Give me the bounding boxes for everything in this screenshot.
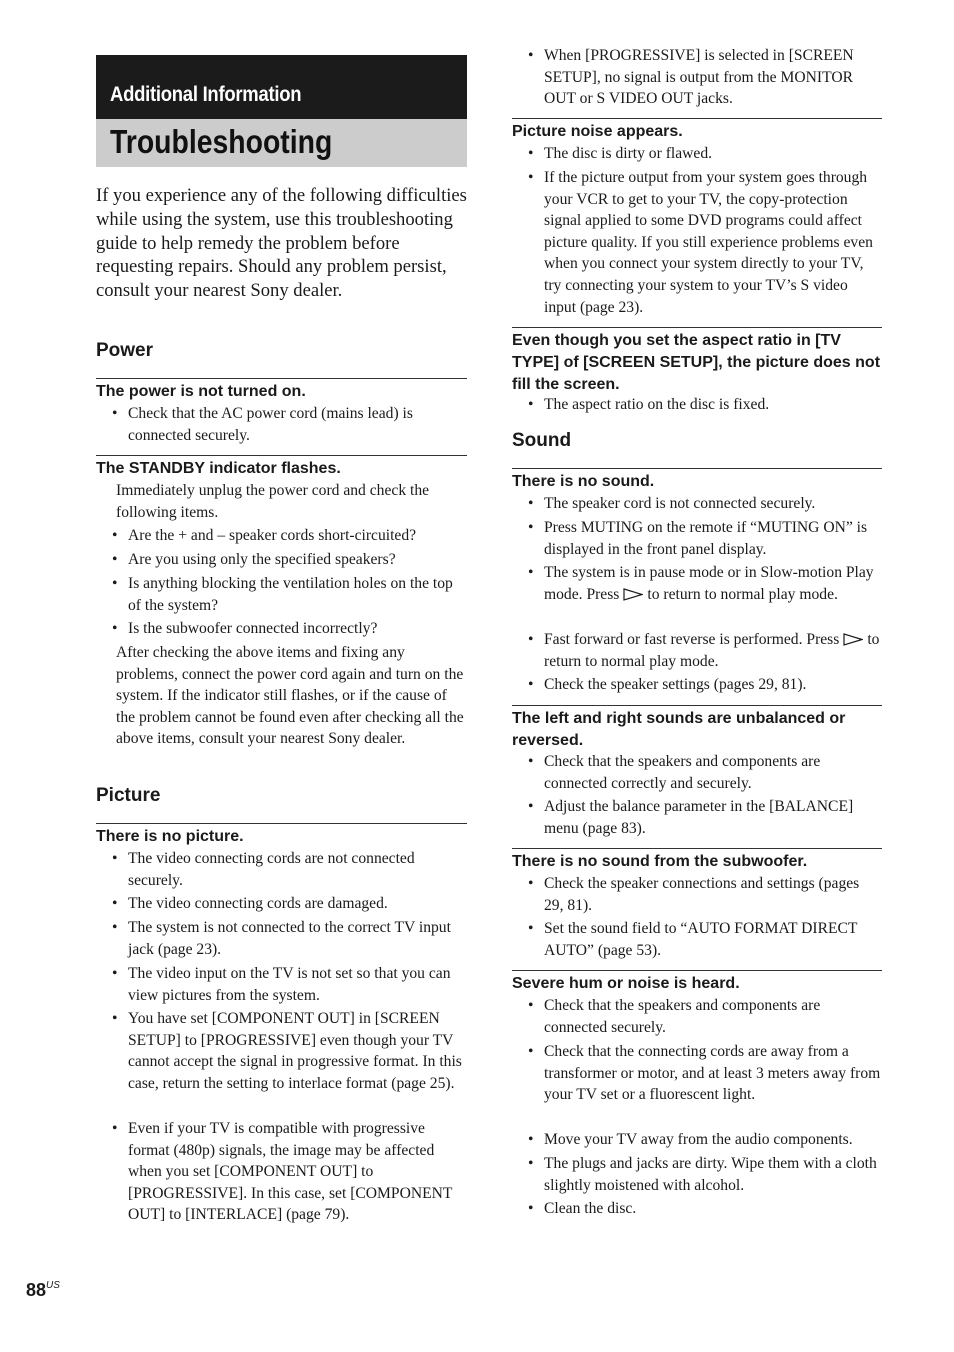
play-icon	[623, 588, 643, 601]
list-item: • Check that the speakers and components are connected securely.	[528, 997, 821, 1036]
list-item: • If the picture output from your system goes through your VCR to get to your TV, the copy-protection signal applied to some DVD programs could affect picture quality. If you still experience problems even when you connect your system directly to your TV, try connecting your system to your TV’s S video input (page 23).	[528, 169, 873, 316]
list-item: • Check that the AC power cord (mains lead) is connected securely.	[112, 405, 413, 444]
list-item: • Fast forward or fast reverse is performed. Press to return to normal play mode.	[528, 631, 880, 670]
list-item: • The video connecting cords are damaged.	[112, 895, 388, 912]
ff-text-b: to return to normal play mode.	[544, 631, 880, 670]
list-item: • Set the sound field to “AUTO FORMAT DIRECT AUTO” (page 53).	[528, 920, 858, 959]
power-q2-post: After checking the above items and fixing any problems, connect the power cord again and turn on the system. If the indicator still flashes, or if the cause of the problem cannot be found even after checking all the above items, consult your nearest Sony dealer.	[116, 644, 464, 748]
play-icon	[843, 633, 863, 646]
list-item: • Are the + and – speaker cords short-circuited?	[112, 527, 417, 544]
sound-q3: There is no sound from the subwoofer.	[512, 848, 882, 873]
list-item: • Even if your TV is compatible with progressive format (480p) signals, the image may be affected when you set [COMPONENT OUT] to [PROGRESSIVE]. In this case, set [COMPONENT OUT] to [INTERLACE] (page 79).	[112, 1120, 453, 1224]
list-item: • Is anything blocking the ventilation holes on the top of the system?	[112, 575, 453, 614]
category-label: Additional Information	[110, 83, 302, 106]
list-item: • The plugs and jacks are dirty. Wipe them with a cloth slightly moistened with alcohol.	[528, 1155, 877, 1194]
power-q2-pre: Immediately unplug the power cord and check the following items.	[116, 482, 430, 521]
list-item: • When [PROGRESSIVE] is selected in [SCREEN SETUP], no signal is output from the MONITOR OUT or S VIDEO OUT jacks.	[528, 47, 854, 108]
picture-heading: Picture	[96, 785, 161, 806]
category-banner	[96, 55, 467, 119]
title-banner	[96, 119, 467, 167]
list-item: • Check the speaker connections and settings (pages 29, 81).	[528, 875, 860, 914]
list-item: • The video input on the TV is not set so that you can view pictures from the system.	[112, 965, 451, 1004]
power-heading: Power	[96, 340, 154, 361]
list-item: • Clean the disc.	[528, 1200, 637, 1217]
ff-text-a: Fast forward or fast reverse is performed. Press	[544, 631, 840, 648]
region-code: US	[46, 1280, 60, 1291]
page-title: Troubleshooting	[110, 123, 333, 160]
list-item: • Check that the connecting cords are away from a transformer or motor, and at least 3 meters away from your TV set or a fluorescent light.	[528, 1043, 881, 1104]
list-item: • The video connecting cords are not connected securely.	[112, 850, 415, 889]
sound-q1: There is no sound.	[512, 468, 882, 493]
sound-q2: The left and right sounds are unbalanced or reversed.	[512, 705, 882, 752]
sound-heading: Sound	[512, 430, 572, 451]
list-item: • Check the speaker settings (pages 29, 81).	[528, 676, 807, 693]
list-item: • Is the subwoofer connected incorrectly?	[112, 620, 378, 637]
list-item: • The speaker cord is not connected securely.	[528, 495, 816, 512]
list-item: • The system is not connected to the correct TV input jack (page 23).	[112, 919, 451, 958]
list-item: • The system is in pause mode or in Slow-motion Play mode. Press to return to normal play mode.	[528, 564, 874, 603]
sound-q4: Severe hum or noise is heard.	[512, 970, 882, 995]
list-item: • You have set [COMPONENT OUT] in [SCREEN SETUP] to [PROGRESSIVE] even though your TV cannot accept the signal in progressive format. In this case, return the setting to interlace format (page 25).	[112, 1010, 462, 1092]
picture-q3: Even though you set the aspect ratio in [TV TYPE] of [SCREEN SETUP], the picture does not fill the screen.	[512, 327, 882, 396]
page-number: $88^{US}$	[26, 1280, 60, 1300]
list-item: • The aspect ratio on the disc is fixed.	[528, 396, 770, 413]
power-q2: The STANDBY indicator flashes.	[96, 455, 467, 480]
pause-text-a: The system is in pause mode or in Slow-motion Play mode. Press	[544, 564, 874, 603]
list-item: • Move your TV away from the audio components.	[528, 1131, 853, 1148]
pause-text-b: to return to normal play mode.	[647, 585, 838, 603]
power-q1: The power is not turned on.	[96, 378, 467, 403]
list-item: • Check that the speakers and components are connected correctly and securely.	[528, 753, 821, 792]
list-item: • Adjust the balance parameter in the [BALANCE] menu (page 83).	[528, 798, 854, 837]
picture-q2: Picture noise appears.	[512, 118, 882, 143]
list-item: • Press MUTING on the remote if “MUTING ON” is displayed in the front panel display.	[528, 519, 868, 558]
list-item: • The disc is dirty or flawed.	[528, 145, 713, 162]
intro-paragraph: If you experience any of the following difficulties while using the system, use this troubleshooting guide to help remedy the problem before requesting repairs. Should any problem persist, consult your nearest Sony dealer.	[96, 185, 467, 302]
list-item: • Are you using only the specified speakers?	[112, 551, 396, 568]
picture-q1: There is no picture.	[96, 823, 467, 848]
